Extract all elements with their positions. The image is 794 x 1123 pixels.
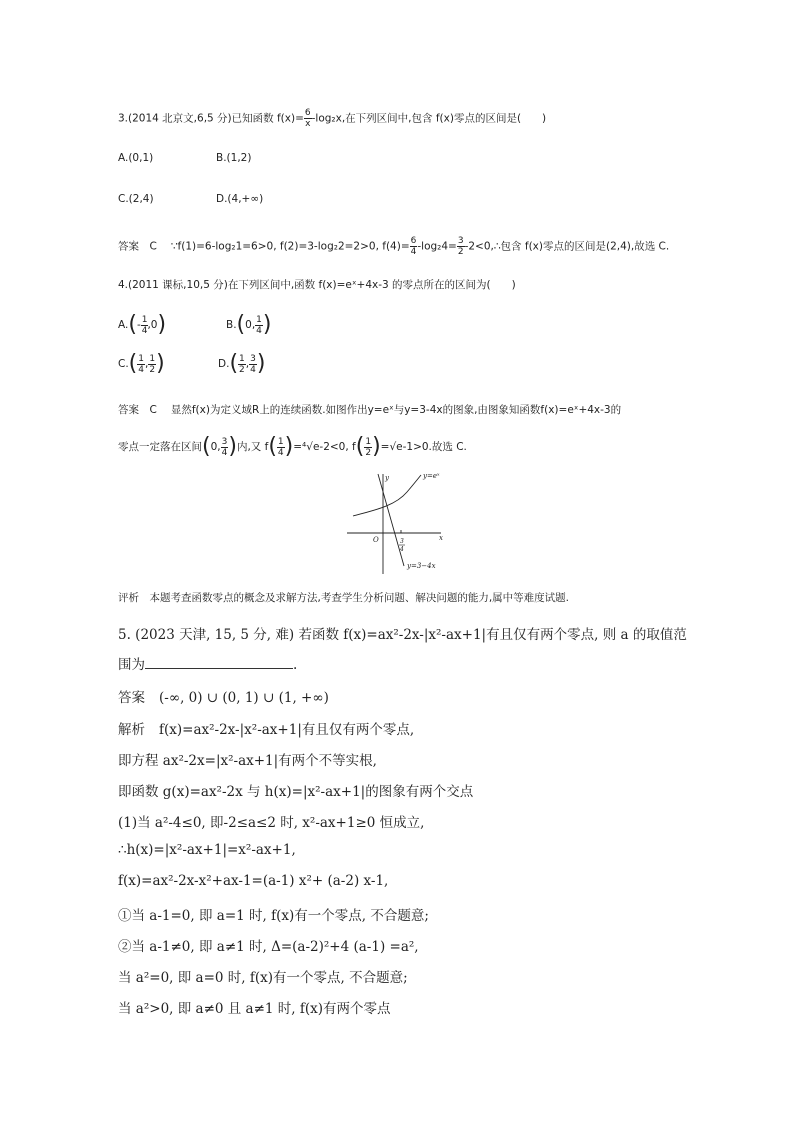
q3-answer-b: -log₂4= [417,240,457,253]
linear-line-label: y=3−4x [407,562,436,570]
q5-solution-line-7: ①当 a-1=0, 即 a=1 时, f(x)有一个零点, 不合题意; [118,908,429,924]
q4-option-b-label: B. [226,319,237,331]
q3-option-a: A.(0,1) [118,152,154,164]
q3-ans-frac2-num: 3 [457,236,464,246]
q4-answer-label: 答案 C [118,404,157,416]
q3-stem-a: 3.(2014 北京文,6,5 分)已知函数 f(x)= [118,112,304,125]
q4-option-a-frac: $\frac{1}{4}$ [141,314,148,336]
tick-label-num: 3 [400,538,404,545]
q3-frac-num: 6 [304,108,311,118]
q4-answer-2b: 内,又 f [236,441,269,453]
q5-solution-line-9: 当 a²=0, 即 a=0 时, f(x)有一个零点, 不合题意; [118,970,408,986]
q5-solution-line-2: 即方程 ax²-2x=|x²-ax+1|有两个不等实根, [118,753,377,769]
q3-ans-frac1-num: 6 [410,236,417,246]
q3-option-d: D.(4,+∞) [216,193,264,205]
q5-answer-value: (-∞, 0) ∪ (0, 1) ∪ (1, +∞) [159,690,329,706]
q3-stem-b: -log₂x,在下列区间中,包含 f(x)零点的区间是( ) [311,112,547,125]
q4-answer-2a: 零点一定落在区间 [118,441,202,453]
q3-ans-frac1-den: 4 [410,247,417,257]
q3-stem [118,108,546,129]
q3-answer-fraction-2 [457,236,465,257]
q4-answer-2d: =√e-1>0.故选 C. [380,441,467,453]
q5-answer [118,686,329,706]
q5-solution-text-1: f(x)=ax²-2x-|x²-ax+1|有且仅有两个零点, [159,722,415,738]
answer-blank [145,654,293,669]
origin-label: O [373,536,379,544]
q3-answer-c: -2<0,∴包含 f(x)零点的区间是(2,4),故选 C. [464,240,670,253]
q5-solution-line-3: 即函数 g(x)=ax²-2x 与 h(x)=|x²-ax+1|的图象有两个交点 [118,784,474,800]
exp-curve-label: y=eˣ [423,472,440,480]
q4-option-d-label: D. [218,358,230,370]
q4-answer-line-2: 零点一定落在区间(0, $\frac{3}{4}$ )内,又 f( $\frac{1}{4}$ )=⁴√e-2<0, f( $\frac{1}{2}$ )=√e-1>0.故选 C. [118,434,467,459]
q4-option-c: C.( $\frac{1}{4}$ , $\frac{1}{2}$ ) [118,351,165,376]
q3-answer [118,236,669,257]
tick-label-den: 4 [400,546,404,553]
q5-solution-line-4: (1)当 a²-4≤0, 即-2≤a≤2 时, x²-ax+1≥0 恒成立, [118,815,425,831]
q5-solution-line-10: 当 a²>0, 即 a≠0 且 a≠1 时, f(x)有两个零点 [118,1001,391,1017]
q3-answer-a: ∵f(1)=6-log₂1=6>0, f(2)=3-log₂2=2>0, f(4)= [170,240,410,253]
q3-option-b: B.(1,2) [216,152,252,164]
q4-option-a-label: A. [118,319,129,331]
q4-comment: 评析 本题考查函数零点的概念及求解方法,考查学生分析问题、解决问题的能力,属中等难度试题. [118,592,570,604]
q4-option-b-frac: $\frac{1}{4}$ [256,314,262,336]
q4-option-b: B.(0, $\frac{1}{4}$ ) [226,312,272,337]
q5-answer-label: 答案 [118,690,145,706]
q4-answer-text-1: 显然f(x)为定义域R上的连续函数.如图作出y=eˣ与y=3-4x的图象,由图象知函数f(x)=eˣ+4x-3的 [170,404,622,416]
q4-option-d: D.( $\frac{1}{2}$ , $\frac{3}{4}$ ) [218,351,266,376]
q5-stem-line-2 [118,653,297,673]
function-graph [345,470,455,576]
q5-stem-b: 围为 [118,657,145,673]
q5-solution-line-1 [118,718,414,738]
q3-answer-label: 答案 C [118,240,157,253]
q3-stem-fraction [304,108,312,129]
q5-solution-label: 解析 [118,722,145,738]
y-axis-label: y [385,474,389,482]
q4-answer-line-1 [118,402,621,417]
q5-solution-line-5: ∴h(x)=|x²-ax+1|=x²-ax+1, [118,842,296,858]
q5-stem-line-1: 5. (2023 天津, 15, 5 分, 难) 若函数 f(x)=ax²-2x-|x²-ax+1|有且仅有两个零点, 则 a 的取值范 [118,627,687,643]
q3-frac-den: x [305,119,311,129]
q5-solution-line-6: f(x)=ax²-2x-x²+ax-1=(a-1) x²+ (a-2) x-1, [118,873,389,889]
q3-option-c: C.(2,4) [118,193,154,205]
q4-stem: 4.(2011 课标,10,5 分)在下列区间中,函数 f(x)=eˣ+4x-3 的零点所在的区间为( ) [118,279,516,291]
q4-option-a: A.(- $\frac{1}{4}$ ,0) [118,312,167,337]
q3-ans-frac2-den: 2 [457,247,464,257]
q5-solution-line-8: ②当 a-1≠0, 即 a≠1 时, Δ=(a-2)²+4 (a-1) =a², [118,939,419,955]
q4-option-c-label: C. [118,358,129,370]
q5-stem-end: . [293,657,298,673]
x-axis-label: x [439,534,443,542]
q4-answer-2c: =⁴√e-2<0, f [293,441,356,453]
